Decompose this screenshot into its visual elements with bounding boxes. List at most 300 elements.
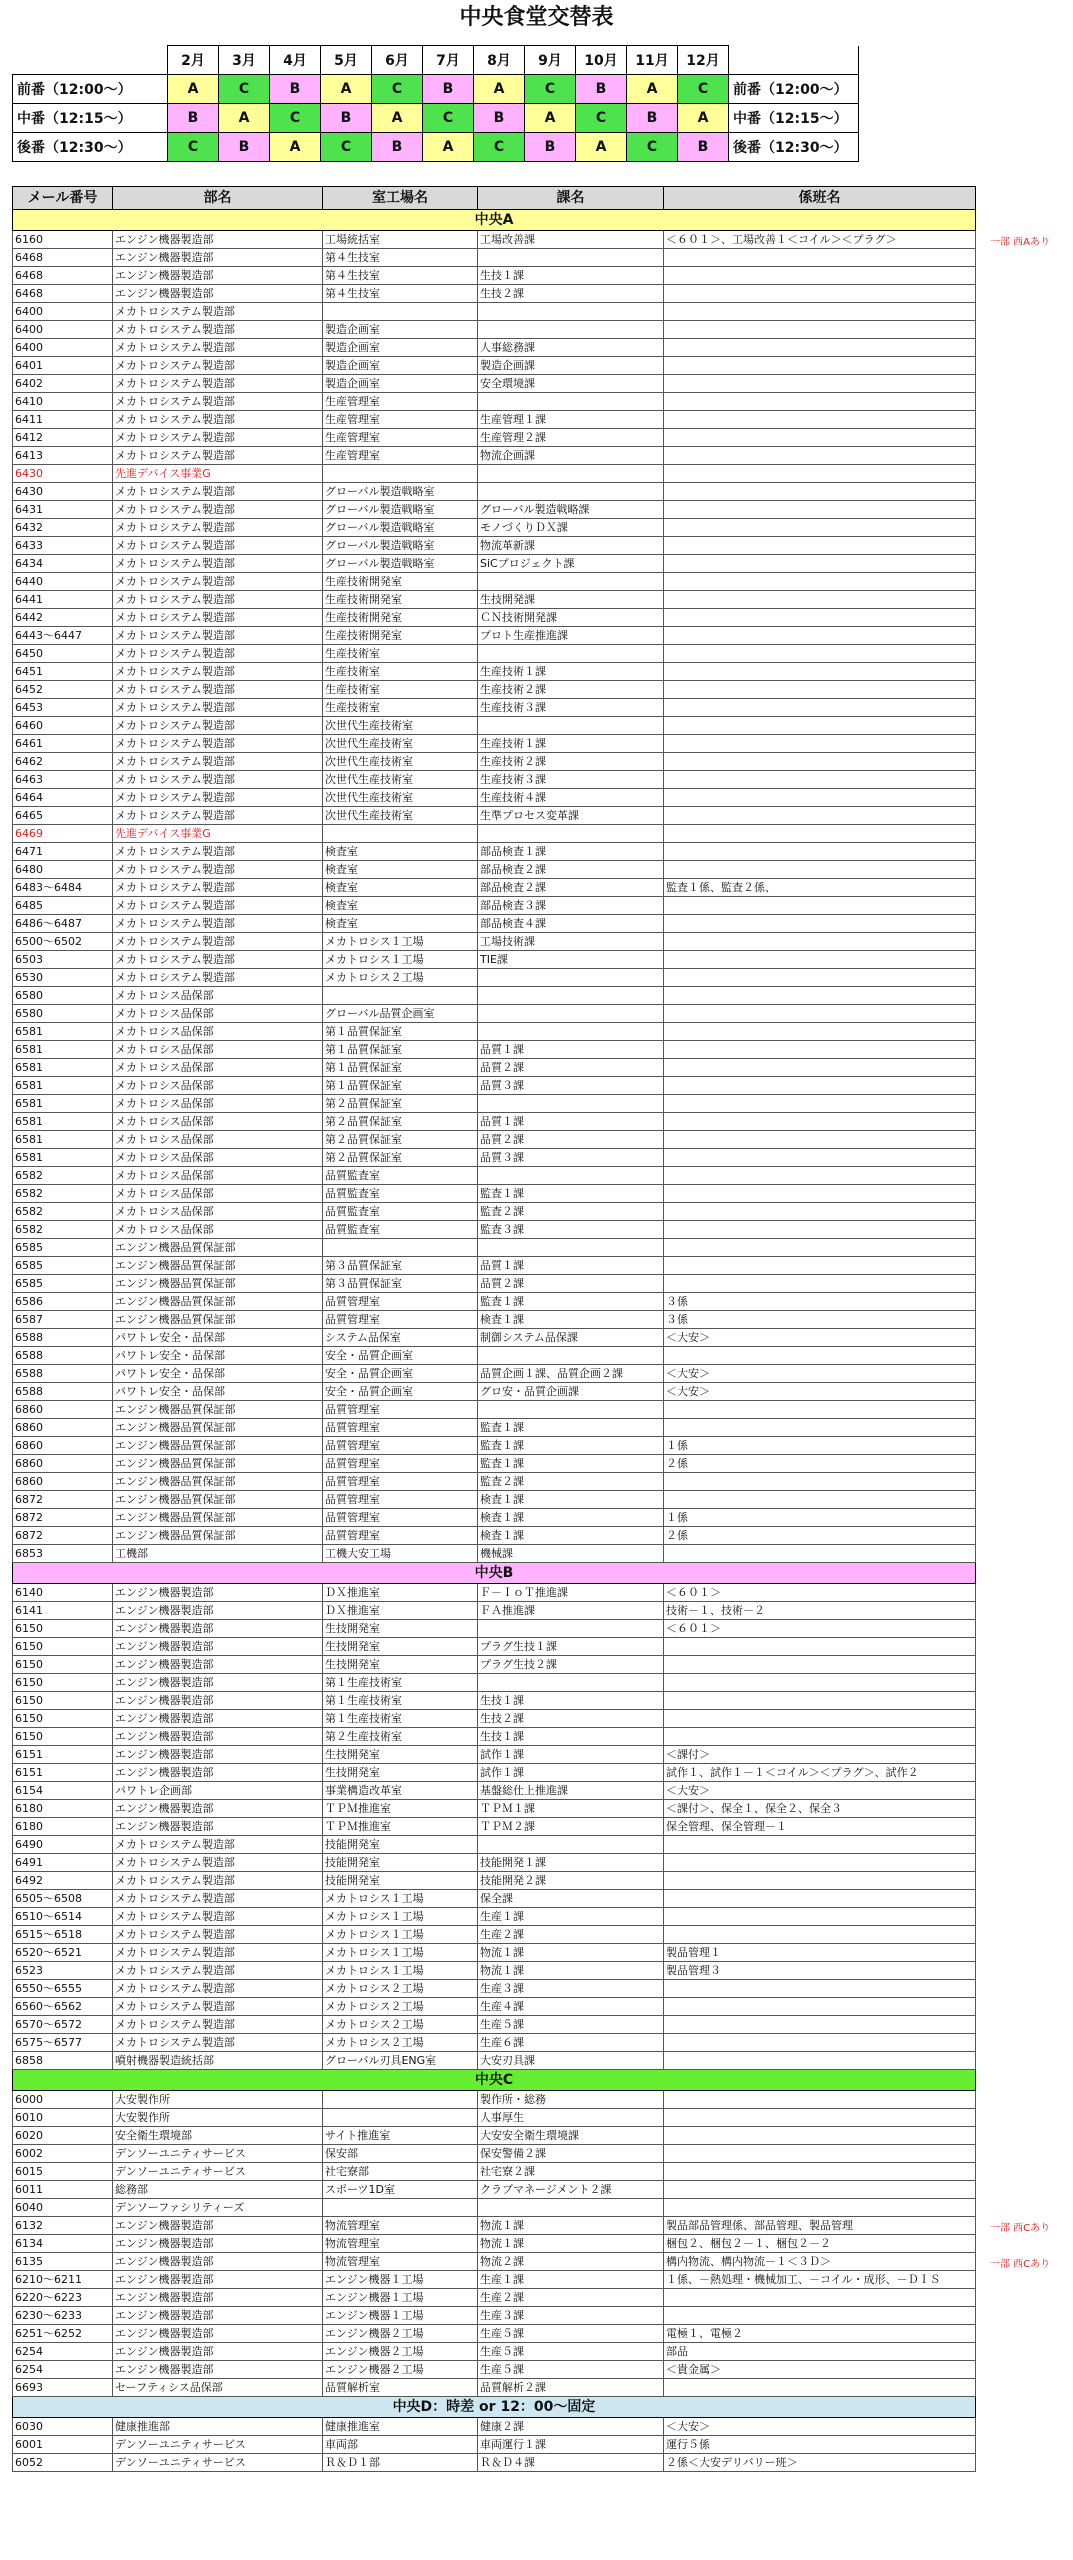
- table-row: [13, 1710, 976, 1728]
- mail-number-cell: 6254: [13, 2361, 113, 2379]
- table-row: [13, 2271, 976, 2289]
- office-name-cell: 品質管理室: [323, 1491, 478, 1509]
- mail-number-cell: 6860: [13, 1419, 113, 1437]
- department-cell: メカトロシステム製造部: [113, 1908, 323, 1926]
- team-name-cell: [664, 1095, 976, 1113]
- table-row: [13, 1257, 976, 1275]
- department-cell: エンジン機器品質保証部: [113, 1491, 323, 1509]
- department-cell: エンジン機器品質保証部: [113, 1293, 323, 1311]
- team-name-cell: [664, 1908, 976, 1926]
- mail-number-cell: 6580: [13, 1005, 113, 1023]
- table-row: [13, 1854, 976, 1872]
- office-name-cell: グローバル製造戦略室: [323, 555, 478, 573]
- department-cell: メカトロシステム製造部: [113, 1962, 323, 1980]
- department-cell: メカトロシス品保部: [113, 1041, 323, 1059]
- department-cell: メカトロシス品保部: [113, 1095, 323, 1113]
- schedule-shift-label-right: 中番（12:15～）: [729, 104, 859, 133]
- team-name-cell: [664, 1131, 976, 1149]
- table-row: [13, 915, 976, 933]
- office-name-cell: メカトロシス２工場: [323, 1980, 478, 1998]
- section-name-cell: [478, 1401, 664, 1419]
- office-name-cell: グローバル製造戦略室: [323, 501, 478, 519]
- office-name-cell: 安全・品質企画室: [323, 1365, 478, 1383]
- office-name-cell: グローバル製造戦略室: [323, 537, 478, 555]
- schedule-group-cell: B: [270, 75, 321, 104]
- section-name-cell: 工場改善課: [478, 231, 664, 249]
- department-cell: パワトレ安全・品保部: [113, 1347, 323, 1365]
- team-name-cell: 製品管理１: [664, 1944, 976, 1962]
- table-row: [13, 339, 976, 357]
- section-name-cell: プラグ生技２課: [478, 1656, 664, 1674]
- table-row: [13, 1908, 976, 1926]
- department-cell: エンジン機器製造部: [113, 2307, 323, 2325]
- mail-number-cell: 6150: [13, 1728, 113, 1746]
- mail-number-cell: 6450: [13, 645, 113, 663]
- column-header: 部名: [113, 187, 323, 210]
- team-name-cell: [664, 2145, 976, 2163]
- team-name-cell: [664, 2052, 976, 2070]
- table-row: [13, 267, 976, 285]
- mail-number-cell: 6588: [13, 1383, 113, 1401]
- schedule-group-cell: A: [219, 104, 270, 133]
- table-row: [13, 1275, 976, 1293]
- mail-number-cell: 6052: [13, 2454, 113, 2472]
- office-name-cell: メカトロシス２工場: [323, 969, 478, 987]
- department-cell: メカトロシステム製造部: [113, 915, 323, 933]
- office-name-cell: メカトロシス２工場: [323, 1998, 478, 2016]
- section-name-cell: ＦＡ推進課: [478, 1602, 664, 1620]
- team-name-cell: ＜６０１＞: [664, 1584, 976, 1602]
- section-name-cell: 生産５課: [478, 2361, 664, 2379]
- mail-number-cell: 6469: [13, 825, 113, 843]
- table-row: [13, 465, 976, 483]
- team-name-cell: ＜大安＞: [664, 1365, 976, 1383]
- office-name-cell: ＴＰＭ推進室: [323, 1818, 478, 1836]
- department-cell: メカトロシス品保部: [113, 1059, 323, 1077]
- office-name-cell: グローバル刃具ENG室: [323, 2052, 478, 2070]
- department-cell: エンジン機器製造部: [113, 2235, 323, 2253]
- section-name-cell: [478, 1620, 664, 1638]
- mail-number-cell: 6251～6252: [13, 2325, 113, 2343]
- office-name-cell: グローバル品質企画室: [323, 1005, 478, 1023]
- mail-number-cell: 6433: [13, 537, 113, 555]
- schedule-shift-label-right: 前番（12:00～）: [729, 75, 859, 104]
- section-name-cell: 物流１課: [478, 2217, 664, 2235]
- mail-number-cell: 6430: [13, 465, 113, 483]
- team-name-cell: [664, 627, 976, 645]
- section-name-cell: 生産３課: [478, 1980, 664, 1998]
- table-header-row: [13, 187, 976, 210]
- team-name-cell: [664, 1998, 976, 2016]
- section-name-cell: 生産１課: [478, 2271, 664, 2289]
- team-name-cell: １係: [664, 1509, 976, 1527]
- mail-number-cell: 6430: [13, 483, 113, 501]
- section-name-cell: Ｆ－ＩｏＴ推進課: [478, 1584, 664, 1602]
- section-name-cell: プロト生産推進課: [478, 627, 664, 645]
- team-name-cell: [664, 393, 976, 411]
- section-name-cell: [478, 321, 664, 339]
- department-cell: メカトロシステム製造部: [113, 573, 323, 591]
- mail-number-cell: 6483～6484: [13, 879, 113, 897]
- team-name-cell: [664, 501, 976, 519]
- table-row: [13, 249, 976, 267]
- schedule-group-cell: C: [219, 75, 270, 104]
- schedule-group-cell: A: [525, 104, 576, 133]
- team-name-cell: [664, 1473, 976, 1491]
- mail-number-cell: 6500～6502: [13, 933, 113, 951]
- department-cell: メカトロシステム製造部: [113, 339, 323, 357]
- mail-number-cell: 6588: [13, 1329, 113, 1347]
- team-name-cell: ＜課付＞、保全１、保全２、保全３: [664, 1800, 976, 1818]
- mail-number-cell: 6575～6577: [13, 2034, 113, 2052]
- section-name-cell: 社宅寮２課: [478, 2163, 664, 2181]
- mail-number-cell: 6230～6233: [13, 2307, 113, 2325]
- mail-number-cell: 6587: [13, 1311, 113, 1329]
- mail-number-cell: 6858: [13, 2052, 113, 2070]
- section-name-cell: 健康２課: [478, 2418, 664, 2436]
- team-name-cell: [664, 771, 976, 789]
- schedule-shift-label-right: 後番（12:30～）: [729, 133, 859, 162]
- office-name-cell: 品質監査室: [323, 1221, 478, 1239]
- team-name-cell: [664, 249, 976, 267]
- table-row: [13, 951, 976, 969]
- office-name-cell: [323, 1239, 478, 1257]
- table-row: [13, 1509, 976, 1527]
- table-row: [13, 429, 976, 447]
- section-name-cell: 品質企画１課、品質企画２課: [478, 1365, 664, 1383]
- section-name-cell: 試作１課: [478, 1764, 664, 1782]
- office-name-cell: 生産技術開発室: [323, 573, 478, 591]
- table-row: [13, 2145, 976, 2163]
- department-cell: エンジン機器製造部: [113, 1620, 323, 1638]
- office-name-cell: 生産管理室: [323, 411, 478, 429]
- department-cell: 大安製作所: [113, 2109, 323, 2127]
- mail-number-cell: 6581: [13, 1041, 113, 1059]
- office-name-cell: メカトロシス２工場: [323, 2034, 478, 2052]
- department-cell: メカトロシス品保部: [113, 1131, 323, 1149]
- team-name-cell: 梱包２、梱包２－１、梱包２－２: [664, 2235, 976, 2253]
- team-name-cell: 試作１、試作１－１＜コイル＞＜プラグ＞、試作２: [664, 1764, 976, 1782]
- schedule-group-cell: B: [321, 104, 372, 133]
- mail-number-cell: 6860: [13, 1473, 113, 1491]
- department-cell: メカトロシステム製造部: [113, 447, 323, 465]
- team-name-cell: [664, 2163, 976, 2181]
- office-name-cell: メカトロシス１工場: [323, 1890, 478, 1908]
- table-row: [13, 591, 976, 609]
- department-cell: 先進デバイス事業G: [113, 825, 323, 843]
- table-row: [13, 1545, 976, 1563]
- section-name-cell: 部品検査４課: [478, 915, 664, 933]
- section-name-cell: 製造企画課: [478, 357, 664, 375]
- table-row: [13, 1455, 976, 1473]
- table-row: [13, 1041, 976, 1059]
- schedule-shift-label: 後番（12:30～）: [13, 133, 168, 162]
- schedule-month-header: 5月: [321, 46, 372, 75]
- table-row: [13, 1674, 976, 1692]
- office-name-cell: 第１生産技術室: [323, 1692, 478, 1710]
- office-name-cell: 品質管理室: [323, 1455, 478, 1473]
- section-name-cell: グローバル製造戦略課: [478, 501, 664, 519]
- schedule-group-cell: A: [372, 104, 423, 133]
- mail-number-cell: 6132: [13, 2217, 113, 2235]
- team-name-cell: [664, 339, 976, 357]
- section-name-cell: 生技１課: [478, 267, 664, 285]
- mail-number-cell: 6413: [13, 447, 113, 465]
- table-row: [13, 1419, 976, 1437]
- team-name-cell: ２係＜大安デリバリー班＞: [664, 2454, 976, 2472]
- team-name-cell: [664, 1077, 976, 1095]
- section-name-cell: 品質２課: [478, 1275, 664, 1293]
- department-cell: メカトロシステム製造部: [113, 735, 323, 753]
- schedule-group-cell: A: [627, 75, 678, 104]
- team-name-cell: [664, 1836, 976, 1854]
- department-cell: メカトロシステム製造部: [113, 303, 323, 321]
- office-name-cell: 社宅寮部: [323, 2163, 478, 2181]
- department-cell: メカトロシス品保部: [113, 1113, 323, 1131]
- department-cell: エンジン機器製造部: [113, 1602, 323, 1620]
- section-name-cell: [478, 1239, 664, 1257]
- office-name-cell: 品質監査室: [323, 1203, 478, 1221]
- section-name-cell: 保全課: [478, 1890, 664, 1908]
- schedule-group-cell: A: [576, 133, 627, 162]
- department-cell: デンソーユニティサービス: [113, 2454, 323, 2472]
- table-row: [13, 1113, 976, 1131]
- mail-number-cell: 6432: [13, 519, 113, 537]
- schedule-group-cell: C: [423, 104, 474, 133]
- office-name-cell: 技能開発室: [323, 1854, 478, 1872]
- table-row: [13, 1998, 976, 2016]
- department-cell: エンジン機器品質保証部: [113, 1311, 323, 1329]
- mail-number-cell: 6151: [13, 1746, 113, 1764]
- team-name-cell: [664, 1275, 976, 1293]
- team-name-cell: [664, 2109, 976, 2127]
- team-name-cell: [664, 1347, 976, 1365]
- office-name-cell: [323, 465, 478, 483]
- office-name-cell: 製造企画室: [323, 375, 478, 393]
- table-row: [13, 969, 976, 987]
- team-name-cell: ＜貴金属＞: [664, 2361, 976, 2379]
- department-cell: メカトロシステム製造部: [113, 645, 323, 663]
- mail-number-cell: 6000: [13, 2091, 113, 2109]
- mail-number-cell: 6150: [13, 1692, 113, 1710]
- table-row: [13, 771, 976, 789]
- mail-number-cell: 6582: [13, 1185, 113, 1203]
- section-name-cell: [478, 987, 664, 1005]
- team-name-cell: [664, 1872, 976, 1890]
- mail-number-cell: 6442: [13, 609, 113, 627]
- section-name-cell: 試作１課: [478, 1746, 664, 1764]
- section-name-cell: 製作所・総務: [478, 2091, 664, 2109]
- section-name-cell: 生産技術１課: [478, 663, 664, 681]
- office-name-cell: 物流管理室: [323, 2235, 478, 2253]
- office-name-cell: システム品保室: [323, 1329, 478, 1347]
- section-name-cell: 物流革新課: [478, 537, 664, 555]
- department-cell: エンジン機器製造部: [113, 1710, 323, 1728]
- department-cell: メカトロシステム製造部: [113, 969, 323, 987]
- office-name-cell: エンジン機器１工場: [323, 2271, 478, 2289]
- schedule-month-header: 7月: [423, 46, 474, 75]
- department-cell: メカトロシステム製造部: [113, 753, 323, 771]
- office-name-cell: 品質管理室: [323, 1401, 478, 1419]
- mail-number-cell: 6581: [13, 1149, 113, 1167]
- mail-number-cell: 6860: [13, 1455, 113, 1473]
- table-row: [13, 1926, 976, 1944]
- column-header: メール番号: [13, 187, 113, 210]
- team-name-cell: [664, 843, 976, 861]
- mail-number-cell: 6510～6514: [13, 1908, 113, 1926]
- mail-number-cell: 6480: [13, 861, 113, 879]
- office-name-cell: メカトロシス１工場: [323, 1962, 478, 1980]
- mail-number-cell: 6401: [13, 357, 113, 375]
- department-cell: デンソーユニティサービス: [113, 2145, 323, 2163]
- section-name-cell: 生産技術４課: [478, 789, 664, 807]
- section-title: 中央A: [13, 210, 976, 231]
- table-row: [13, 1491, 976, 1509]
- table-row: [13, 1473, 976, 1491]
- table-row: [13, 2127, 976, 2145]
- table-row: [13, 861, 976, 879]
- office-name-cell: 第１品質保証室: [323, 1077, 478, 1095]
- office-name-cell: 事業構造改革室: [323, 1782, 478, 1800]
- table-row: [13, 1167, 976, 1185]
- department-table: [12, 186, 976, 2472]
- mail-number-cell: 6030: [13, 2418, 113, 2436]
- mail-number-cell: 6400: [13, 339, 113, 357]
- schedule-row: [13, 133, 859, 162]
- department-cell: メカトロシステム製造部: [113, 411, 323, 429]
- mail-number-cell: 6400: [13, 321, 113, 339]
- team-name-cell: ＜大安＞: [664, 2418, 976, 2436]
- table-row: [13, 1293, 976, 1311]
- section-name-cell: 生産技術３課: [478, 699, 664, 717]
- department-cell: メカトロシス品保部: [113, 987, 323, 1005]
- section-name-cell: 機械課: [478, 1545, 664, 1563]
- section-name-cell: 生産５課: [478, 2343, 664, 2361]
- table-row: [13, 1077, 976, 1095]
- mail-number-cell: 6693: [13, 2379, 113, 2397]
- department-cell: エンジン機器品質保証部: [113, 1257, 323, 1275]
- department-cell: エンジン機器製造部: [113, 1800, 323, 1818]
- team-name-cell: 部品: [664, 2343, 976, 2361]
- office-name-cell: 次世代生産技術室: [323, 735, 478, 753]
- department-cell: メカトロシステム製造部: [113, 519, 323, 537]
- mail-number-cell: 6485: [13, 897, 113, 915]
- office-name-cell: 生産技術開発室: [323, 591, 478, 609]
- office-name-cell: 第１生産技術室: [323, 1674, 478, 1692]
- team-name-cell: [664, 1113, 976, 1131]
- column-header: 室工場名: [323, 187, 478, 210]
- team-name-cell: [664, 1059, 976, 1077]
- team-name-cell: [664, 951, 976, 969]
- team-name-cell: [664, 591, 976, 609]
- section-name-cell: 物流１課: [478, 2235, 664, 2253]
- section-name-cell: [478, 1836, 664, 1854]
- mail-number-cell: 6220～6223: [13, 2289, 113, 2307]
- schedule-month-header: 11月: [627, 46, 678, 75]
- section-name-cell: 品質１課: [478, 1041, 664, 1059]
- mail-number-cell: 6002: [13, 2145, 113, 2163]
- section-name-cell: 物流２課: [478, 2253, 664, 2271]
- office-name-cell: 次世代生産技術室: [323, 771, 478, 789]
- section-name-cell: [478, 825, 664, 843]
- table-row: [13, 1728, 976, 1746]
- office-name-cell: 検査室: [323, 879, 478, 897]
- table-row: [13, 501, 976, 519]
- table-row: [13, 1239, 976, 1257]
- department-cell: メカトロシステム製造部: [113, 627, 323, 645]
- department-cell: メカトロシステム製造部: [113, 2016, 323, 2034]
- page-title: 中央食堂交替表: [459, 5, 614, 30]
- office-name-cell: 品質監査室: [323, 1167, 478, 1185]
- table-row: [13, 1980, 976, 1998]
- section-name-cell: [478, 645, 664, 663]
- schedule-group-cell: A: [270, 133, 321, 162]
- table-row: [13, 2289, 976, 2307]
- department-cell: 総務部: [113, 2181, 323, 2199]
- section-name-cell: 技能開発２課: [478, 1872, 664, 1890]
- mail-number-cell: 6505～6508: [13, 1890, 113, 1908]
- department-cell: メカトロシステム製造部: [113, 789, 323, 807]
- section-name-cell: 生産４課: [478, 1998, 664, 2016]
- office-name-cell: 生技開発室: [323, 1620, 478, 1638]
- team-name-cell: [664, 1638, 976, 1656]
- team-name-cell: [664, 1185, 976, 1203]
- department-cell: メカトロシステム製造部: [113, 321, 323, 339]
- section-name-cell: [478, 717, 664, 735]
- office-name-cell: 生産技術室: [323, 699, 478, 717]
- schedule-month-header: 9月: [525, 46, 576, 75]
- section-name-cell: 検査１課: [478, 1509, 664, 1527]
- team-name-cell: [664, 861, 976, 879]
- section-name-cell: 品質３課: [478, 1149, 664, 1167]
- section-name-cell: 検査１課: [478, 1311, 664, 1329]
- table-row: [13, 2436, 976, 2454]
- table-row: [13, 1059, 976, 1077]
- department-cell: メカトロシステム製造部: [113, 807, 323, 825]
- office-name-cell: 技能開発室: [323, 1836, 478, 1854]
- mail-number-cell: 6581: [13, 1077, 113, 1095]
- mail-number-cell: 6853: [13, 1545, 113, 1563]
- team-name-cell: ＜大安＞: [664, 1383, 976, 1401]
- section-name-cell: ＴＰＭ２課: [478, 1818, 664, 1836]
- department-cell: メカトロシステム製造部: [113, 681, 323, 699]
- department-cell: パワトレ安全・品保部: [113, 1329, 323, 1347]
- mail-number-cell: 6580: [13, 987, 113, 1005]
- office-name-cell: 品質解析室: [323, 2379, 478, 2397]
- schedule-group-cell: A: [423, 133, 474, 162]
- office-name-cell: 第３品質保証室: [323, 1275, 478, 1293]
- department-cell: メカトロシステム製造部: [113, 879, 323, 897]
- department-cell: エンジン機器製造部: [113, 1692, 323, 1710]
- office-name-cell: 生産管理室: [323, 447, 478, 465]
- department-cell: メカトロシステム製造部: [113, 1980, 323, 1998]
- table-row: [13, 375, 976, 393]
- department-cell: メカトロシステム製造部: [113, 591, 323, 609]
- team-name-cell: [664, 1221, 976, 1239]
- department-cell: 工機部: [113, 1545, 323, 1563]
- office-name-cell: 工機大安工場: [323, 1545, 478, 1563]
- section-name-cell: 人事総務課: [478, 339, 664, 357]
- schedule-group-cell: B: [525, 133, 576, 162]
- section-name-cell: SiCプロジェクト課: [478, 555, 664, 573]
- office-name-cell: 物流管理室: [323, 2217, 478, 2235]
- department-cell: メカトロシステム製造部: [113, 429, 323, 447]
- table-row: [13, 1584, 976, 1602]
- department-cell: メカトロシス品保部: [113, 1077, 323, 1095]
- team-name-cell: [664, 1656, 976, 1674]
- office-name-cell: 次世代生産技術室: [323, 789, 478, 807]
- section-name-cell: 検査１課: [478, 1491, 664, 1509]
